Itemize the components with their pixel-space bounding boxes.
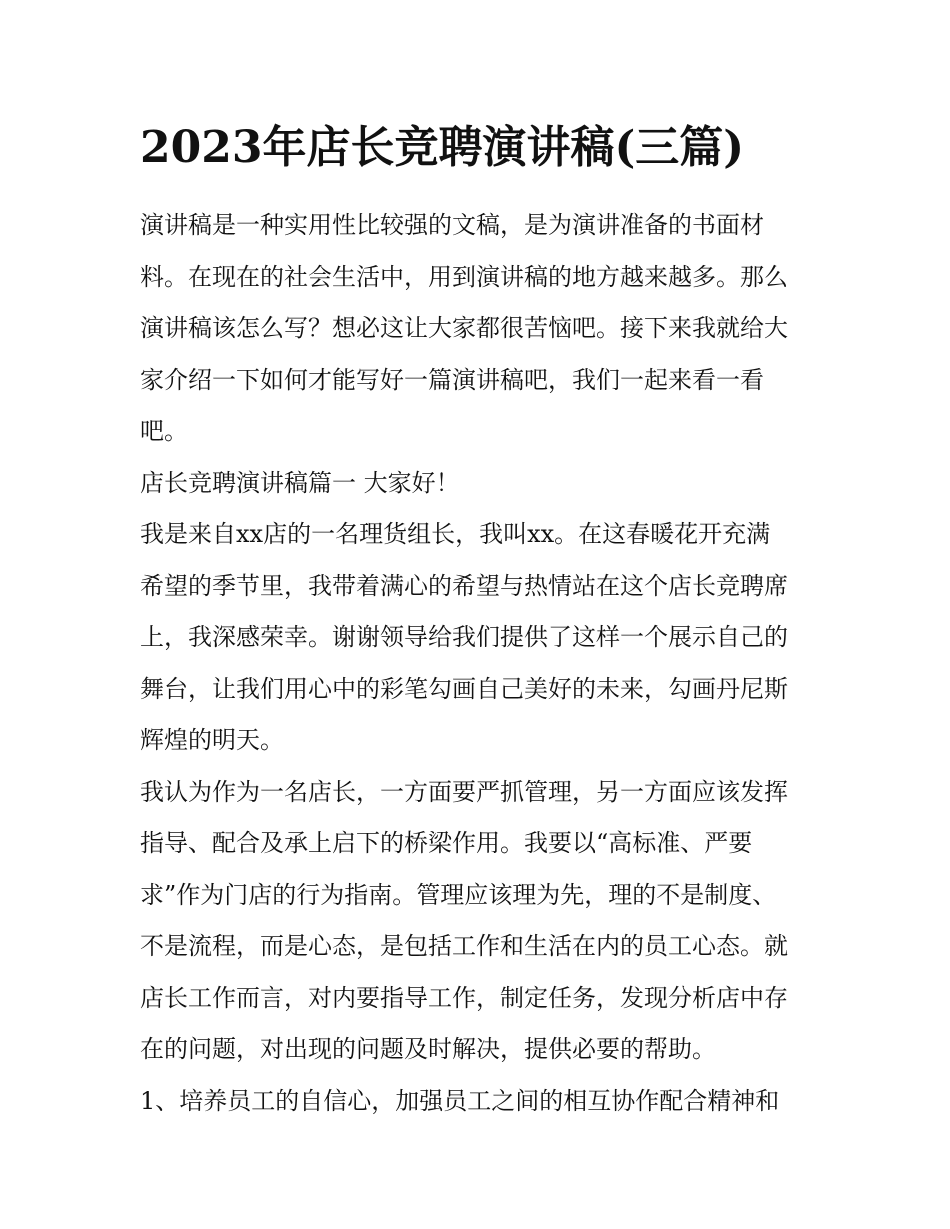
section-heading: 店长竞聘演讲稿篇一 大家好！ [140, 468, 460, 497]
text-line: 演讲稿该怎么写？想必这让大家都很苦恼吧。接下来我就给大 [140, 314, 788, 342]
text-line: 演讲稿是一种实用性比较强的文稿，是为演讲准备的书面材 [140, 211, 764, 239]
document-body [140, 200, 830, 1127]
text-line: 料。在现在的社会生活中，用到演讲稿的地方越来越多。那么 [140, 262, 788, 291]
text-line: 指导、配合及承上启下的桥梁作用。我要以“高标准、严要 [140, 829, 753, 857]
text-line: 希望的季节里，我带着满心的希望与热情站在这个店长竞聘席 [140, 571, 788, 600]
text-line: 舞台，让我们用心中的彩笔勾画自己美好的未来，勾画丹尼斯 [140, 674, 788, 703]
text-line: 在的问题，对出现的问题及时解决，提供必要的帮助。 [140, 1035, 716, 1063]
text-line: 不是流程，而是心态，是包括工作和生活在内的员工心态。就 [140, 932, 788, 960]
text-line: 辉煌的明天。 [140, 726, 284, 754]
text-line: 我认为作为一名店长，一方面要严抓管理，另一方面应该发挥 [140, 777, 788, 806]
text-line: 我是来自xx店的一名理货组长，我叫xx。在这春暖花开充满 [140, 520, 771, 548]
list-item: 1、培养员工的自信心，加强员工之间的相互协作配合精神和 [140, 1086, 780, 1115]
text-line: 店长工作而言，对内要指导工作，制定任务，发现分析店中存 [140, 983, 788, 1012]
text-line: 吧。 [140, 417, 188, 445]
text-line: 求”作为门店的行为指南。管理应该理为先，理的不是制度、 [140, 880, 777, 909]
text-line: 上，我深感荣幸。谢谢领导给我们提供了这样一个展示自己的 [140, 623, 788, 651]
text-line: 家介绍一下如何才能写好一篇演讲稿吧，我们一起来看一看 [140, 365, 764, 394]
document-title: 2023年店长竞聘演讲稿(三篇) [140, 122, 745, 173]
